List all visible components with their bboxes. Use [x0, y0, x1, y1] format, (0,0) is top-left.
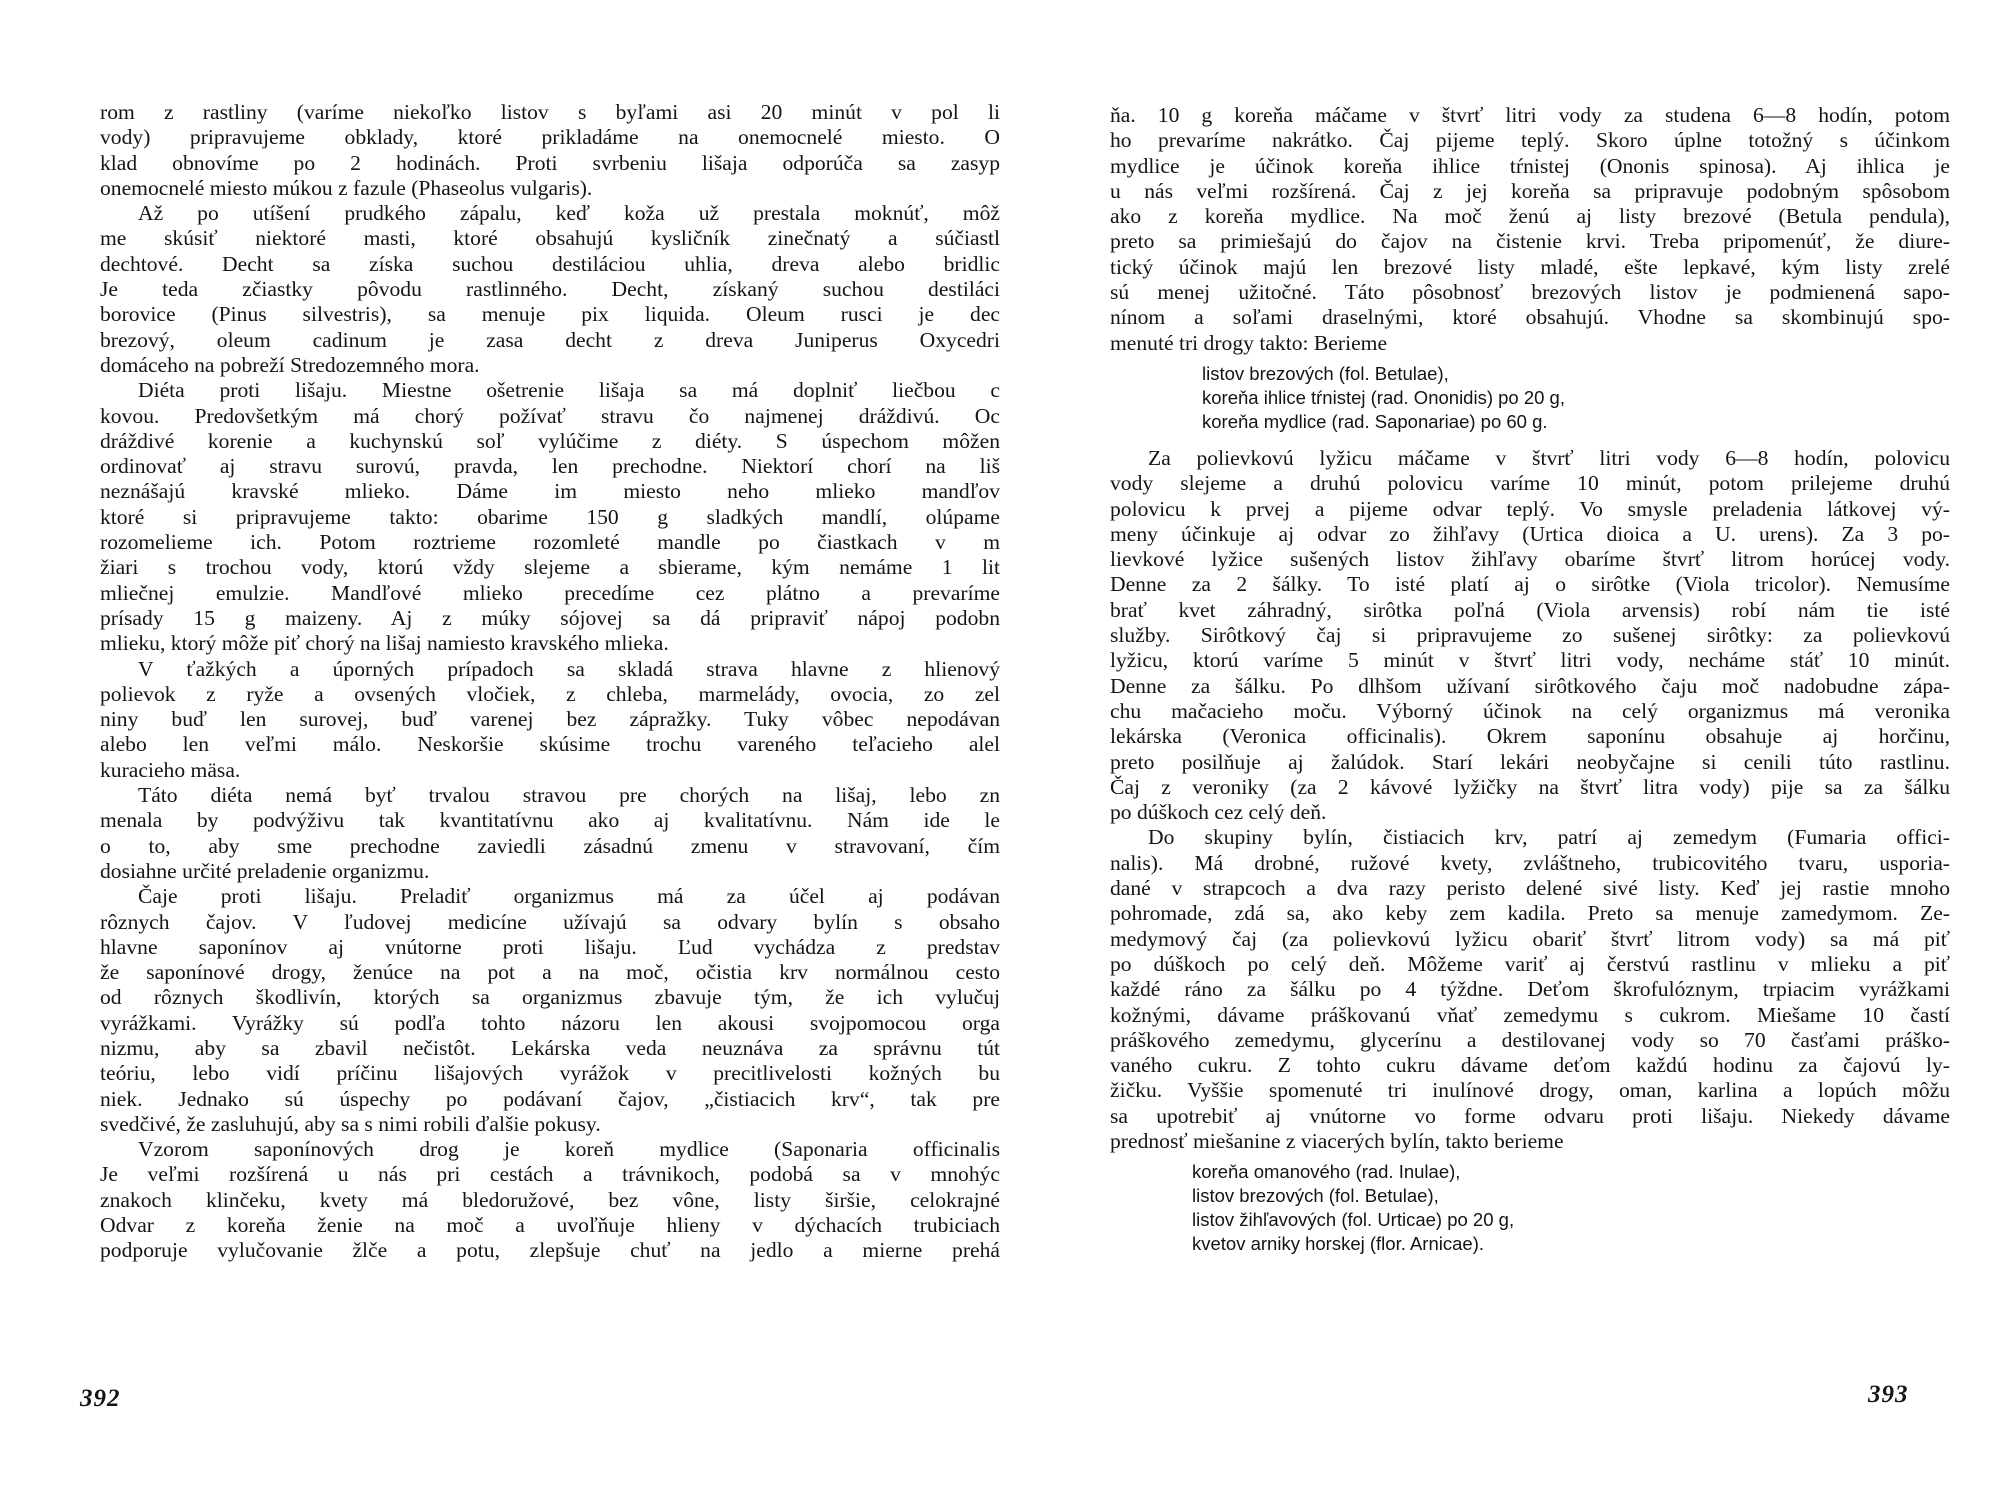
text-line: práškového zemedymu, glycerínu a destilovanej vody so 70 časťami práško- [1110, 1027, 1950, 1052]
text-line: menuté tri drogy takto: Berieme [1110, 330, 1388, 355]
text-line: rom z rastliny (varíme niekoľko listov s byľami asi 20 minút v pol li [100, 100, 1000, 124]
text-line: prednosť miešanine z viacerých bylín, takto berieme [1110, 1128, 1564, 1153]
text-line: kovou. Predovšetkým má chorý požívať stravu čo najmenej dráždivú. Oc [100, 403, 1000, 428]
text-line: služby. Sirôtkový čaj si pripravujeme zo sušenej sirôtky: za polievkovú [1110, 623, 1950, 648]
text-line: pohromade, zdá sa, ako keby zem kadila. Preto sa menuje zamedymom. Ze- [1110, 901, 1950, 926]
text-line: dosiahne určité preladenie organizmu. [100, 858, 430, 883]
text-line: preto posilňuje aj žalúdok. Starí lekári neobyčajne si cenili túto rastlinu. [1110, 749, 1950, 774]
text-line: sú menej užitočné. Táto pôsobnosť brezových listov je podmienená sapo- [1110, 280, 1950, 305]
list-item: koreňa mydlice (rad. Saponariae) po 60 g. [1202, 410, 1548, 432]
text-line: dané v strapcoch a dva razy peristo delené sivé listy. Keď jej rastie mnoho [1110, 876, 1950, 901]
text-line: onemocnelé miesto múkou z fazule (Phaseolus vulgaris). [100, 175, 593, 200]
text-line: Vzorom saponínových drog je koreň mydlice (Saponaria officinalis [138, 1137, 1000, 1162]
left-page [0, 0, 1000, 1500]
text-line: sa upotrebiť aj vnútorne vo forme odvaru proti lišaju. Niekedy dávame [1110, 1103, 1950, 1128]
list-item: kvetov arniky horskej (flor. Arnicae). [1192, 1233, 1484, 1255]
text-line: domáceho na pobreží Stredozemného mora. [100, 352, 480, 377]
text-line: mydlice je účinok koreňa ihlice tŕnistej (Ononis spinosa). Aj ihlica je [1110, 153, 1950, 178]
text-line: polovicu k prvej a pijeme odvar teplý. Vo smysle preladenia látkovej vý- [1110, 496, 1950, 521]
text-line: Je veľmi rozšírená u nás pri cestách a trávnikoch, podobá sa v mnohýc [100, 1162, 1000, 1187]
list-item: listov žihľavových (fol. Urticae) po 20 g, [1192, 1209, 1515, 1231]
text-line: klad obnovíme po 2 hodinách. Proti svrbeniu lišaja odporúča sa zasyp [100, 150, 1000, 175]
text-line: o to, aby sme prechodne zaviedli zásadnú zmenu v stravovaní, čím [100, 833, 1000, 858]
text-line: nalis). Má drobné, ružové kvety, zvláštneho, trubicovitého tvaru, usporia- [1110, 850, 1950, 875]
page-number-right: 393 [1868, 1381, 1909, 1408]
list-item: koreňa omanového (rad. Inulae), [1192, 1161, 1461, 1183]
text-line: Denne za šálku. Po dlhšom užívaní sirôtkového čaju moč nadobudne zápa- [1110, 673, 1950, 698]
text-line: vaného cukru. Z tohto cukru dávame deťom každú hodinu za čajovú ly- [1110, 1053, 1950, 1078]
text-line: mliečnej emulzie. Mandľové mlieko precedíme cez plátno a prevaríme [100, 580, 1000, 605]
text-line: menala by podvýživu tak kvantitatívnu ako aj kvalitatívnu. Nám ide le [100, 808, 1000, 833]
text-line: prísady 15 g maizeny. Aj z múky sójovej sa dá pripraviť nápoj podobn [100, 605, 1000, 630]
text-line: borovice (Pinus silvestris), sa menuje pix liquida. Oleum rusci je dec [100, 302, 1000, 327]
text-line: od rôznych škodlivín, ktorých sa organizmus zbavuje tým, že ich vylučuj [100, 985, 1000, 1010]
text-line: Denne za 2 šálky. To isté platí aj o sirôtke (Viola tricolor). Nemusíme [1110, 572, 1950, 597]
text-line: Diéta proti lišaju. Miestne ošetrenie lišaja sa má doplniť liečbou c [138, 378, 1000, 403]
text-line: vyrážkami. Vyrážky sú podľa tohto názoru len akousi svojpomocou orga [100, 1010, 1000, 1035]
text-line: rozomelieme ich. Potom roztrieme rozomleté mandle po čiastkach v m [100, 530, 1000, 555]
text-line: Čaje proti lišaju. Preladiť organizmus má za účel aj podávan [138, 884, 1000, 909]
text-line: u nás veľmi rozšírená. Čaj z jej koreňa sa pripravuje podobným spôsobom [1110, 178, 1950, 203]
right-page-text [1110, 103, 1950, 1268]
text-line: hlavne saponínov aj vnútorne proti lišaju. Ľud vychádza z predstav [100, 934, 1000, 959]
text-line: Je teda zčiastky pôvodu rastlinného. Decht, získaný suchou destiláci [100, 277, 1000, 302]
text-line: ňa. 10 g koreňa máčame v štvrť litri vody za studena 6—8 hodín, potom [1110, 103, 1950, 127]
list-item: listov brezových (fol. Betulae), [1202, 362, 1449, 384]
text-line: kuracieho mäsa. [100, 757, 241, 782]
ingredient-list-2 [1192, 1160, 1950, 1256]
text-line: kožnými, dávame práškovanú vňať zemedymu s cukrom. Miešame 10 častí [1110, 1002, 1950, 1027]
text-line: vody slejeme a druhú polovicu varíme 10 minút, potom prilejeme druhú [1110, 471, 1950, 496]
text-line: brať kvet záhradný, sirôtka poľná (Viola arvensis) robí nám tie isté [1110, 597, 1950, 622]
text-line: medymový čaj (za polievkovú lyžicu obariť štvrť litrom vody) sa má piť [1110, 926, 1950, 951]
text-line: V ťažkých a úporných prípadoch sa skladá strava hlavne z hlienový [138, 656, 1000, 681]
paragraph-1 [1110, 103, 1950, 356]
text-line: dráždivé korenie a kuchynskú soľ vylúčime z diéty. S úspechom môžen [100, 428, 1000, 453]
text-line: alebo len veľmi málo. Neskoršie skúsime trochu vareného teľacieho alel [100, 732, 1000, 757]
paragraph-3 [1110, 825, 1950, 1154]
text-line: znakoch klinčeku, kvety má bledoružové, bez vône, listy širšie, celokrajné [100, 1187, 1000, 1212]
text-line: meny účinkuje aj odvar zo žihľavy (Urtica dioica a U. urens). Za 3 po- [1110, 521, 1950, 546]
text-line: tický účinok majú len brezové listy mladé, ešte lepkavé, kým listy zrelé [1110, 254, 1950, 279]
text-line: vody) pripravujeme obklady, ktoré prikladáme na onemocnelé miesto. O [100, 125, 1000, 150]
text-line: niek. Jednako sú úspechy po podávaní čajov, „čistiacich krv“, tak pre [100, 1086, 1000, 1111]
text-line: že saponínové drogy, ženúce na pot a na moč, očistia krv normálnou cesto [100, 960, 1000, 985]
text-line: každé ráno za šálku po 4 týždne. Deťom škrofulóznym, trpiacim vyrážkami [1110, 977, 1950, 1002]
text-line: Táto diéta nemá byť trvalou stravou pre chorých na lišaj, lebo zn [138, 783, 1000, 808]
left-page-text [100, 100, 1000, 1264]
list-item: listov brezových (fol. Betulae), [1192, 1185, 1439, 1207]
text-line: Za polievkovú lyžicu máčame v štvrť litri vody 6—8 hodín, polovicu [1148, 445, 1950, 470]
text-line: lekárska (Veronica officinalis). Okrem saponínu obsahuje aj horčinu, [1110, 724, 1950, 749]
text-line: po dúškoch cez celý deň. [1110, 800, 1327, 825]
text-line: lievkové lyžice sušených listov žihľavy obaríme štvrť litrom horúcej vody. [1110, 547, 1950, 572]
text-line: chu mačacieho moču. Výborný účinok na celý organizmus má veronika [1110, 698, 1950, 723]
text-line: brezový, oleum cadinum je zasa decht z dreva Juniperus Oxycedri [100, 327, 1000, 352]
text-line: Čaj z veroniky (za 2 kávové lyžičky na štvrť litra vody) pije sa za šálku [1110, 774, 1950, 799]
text-line: Až po utíšení prudkého zápalu, keď koža už prestala moknúť, môž [138, 201, 1000, 226]
text-line: niny buď len surovej, buď varenej bez zápražky. Tuky vôbec nepodávan [100, 707, 1000, 732]
page-number-left: 392 [80, 1385, 121, 1412]
text-line: teóriu, lebo vidí príčinu lišajových vyrážok v precitlivelosti kožných bu [100, 1061, 1000, 1086]
paragraph-2 [1110, 446, 1950, 825]
text-line: podporuje vylučovanie žlče a potu, zlepšuje chuť na jedlo a mierne prehá [100, 1238, 1000, 1263]
text-line: neznášajú kravské mlieko. Dáme im miesto neho mlieko mandľov [100, 479, 1000, 504]
text-line: mlieku, ktorý môže piť chorý na lišaj namiesto kravského mlieka. [100, 631, 669, 656]
text-line: svedčivé, že zasluhujú, aby sa s nimi robili ďalšie pokusy. [100, 1111, 601, 1136]
text-line: nínom a soľami draselnými, ktoré obsahujú. Vhodne sa skombinujú spo- [1110, 305, 1950, 330]
text-line: preto sa primiešajú do čajov na čistenie krvi. Treba pripomenúť, že diure- [1110, 229, 1950, 254]
text-line: žiari s trochou vody, ktorú vždy slejeme a sbierame, kým nemáme 1 lit [100, 555, 1000, 580]
text-line: ordinovať aj stravu surovú, pravda, len prechodne. Niektorí chorí na liš [100, 454, 1000, 479]
text-line: nizmu, aby sa zbavil nečistôt. Lekárska veda neuznáva za správnu tút [100, 1035, 1000, 1060]
text-line: po dúškoch po celý deň. Môžeme variť aj čerstvú rastlinu v mlieku a piť [1110, 951, 1950, 976]
right-page [1000, 0, 2016, 1500]
text-line: rôznych čajov. V ľudovej medicíne užívajú sa odvary bylín s obsaho [100, 909, 1000, 934]
text-line: Odvar z koreňa ženie na moč a uvoľňuje hlieny v dýchacích trubiciach [100, 1213, 1000, 1238]
text-line: polievok z ryže a ovsených vločiek, z chleba, marmelády, ovocia, zo zel [100, 681, 1000, 706]
text-line: žičku. Vyššie spomenuté tri inulínové drogy, oman, karlina a lopúch môžu [1110, 1078, 1950, 1103]
text-line: me skúsiť niektoré masti, ktoré obsahujú kysličník zinečnatý a súčiastl [100, 226, 1000, 251]
text-line: ho prevaríme nakrátko. Čaj pijeme teplý. Skoro úplne totožný s účinkom [1110, 128, 1950, 153]
text-line: lyžicu, ktorú varíme 5 minút v štvrť litri vody, necháme stáť 10 minút. [1110, 648, 1950, 673]
text-line: ktoré si pripravujeme takto: obarime 150 g sladkých mandlí, olúpame [100, 504, 1000, 529]
text-line: Do skupiny bylín, čistiacich krv, patrí aj zemedym (Fumaria offici- [1148, 825, 1950, 850]
text-line: ako z koreňa mydlice. Na moč ženú aj listy brezové (Betula pendula), [1110, 204, 1950, 229]
ingredient-list-1 [1202, 362, 1950, 434]
text-line: dechtové. Decht sa získa suchou destiláciou uhlia, dreva alebo bridlic [100, 251, 1000, 276]
list-item: koreňa ihlice tŕnistej (rad. Ononidis) po 20 g, [1202, 386, 1565, 408]
